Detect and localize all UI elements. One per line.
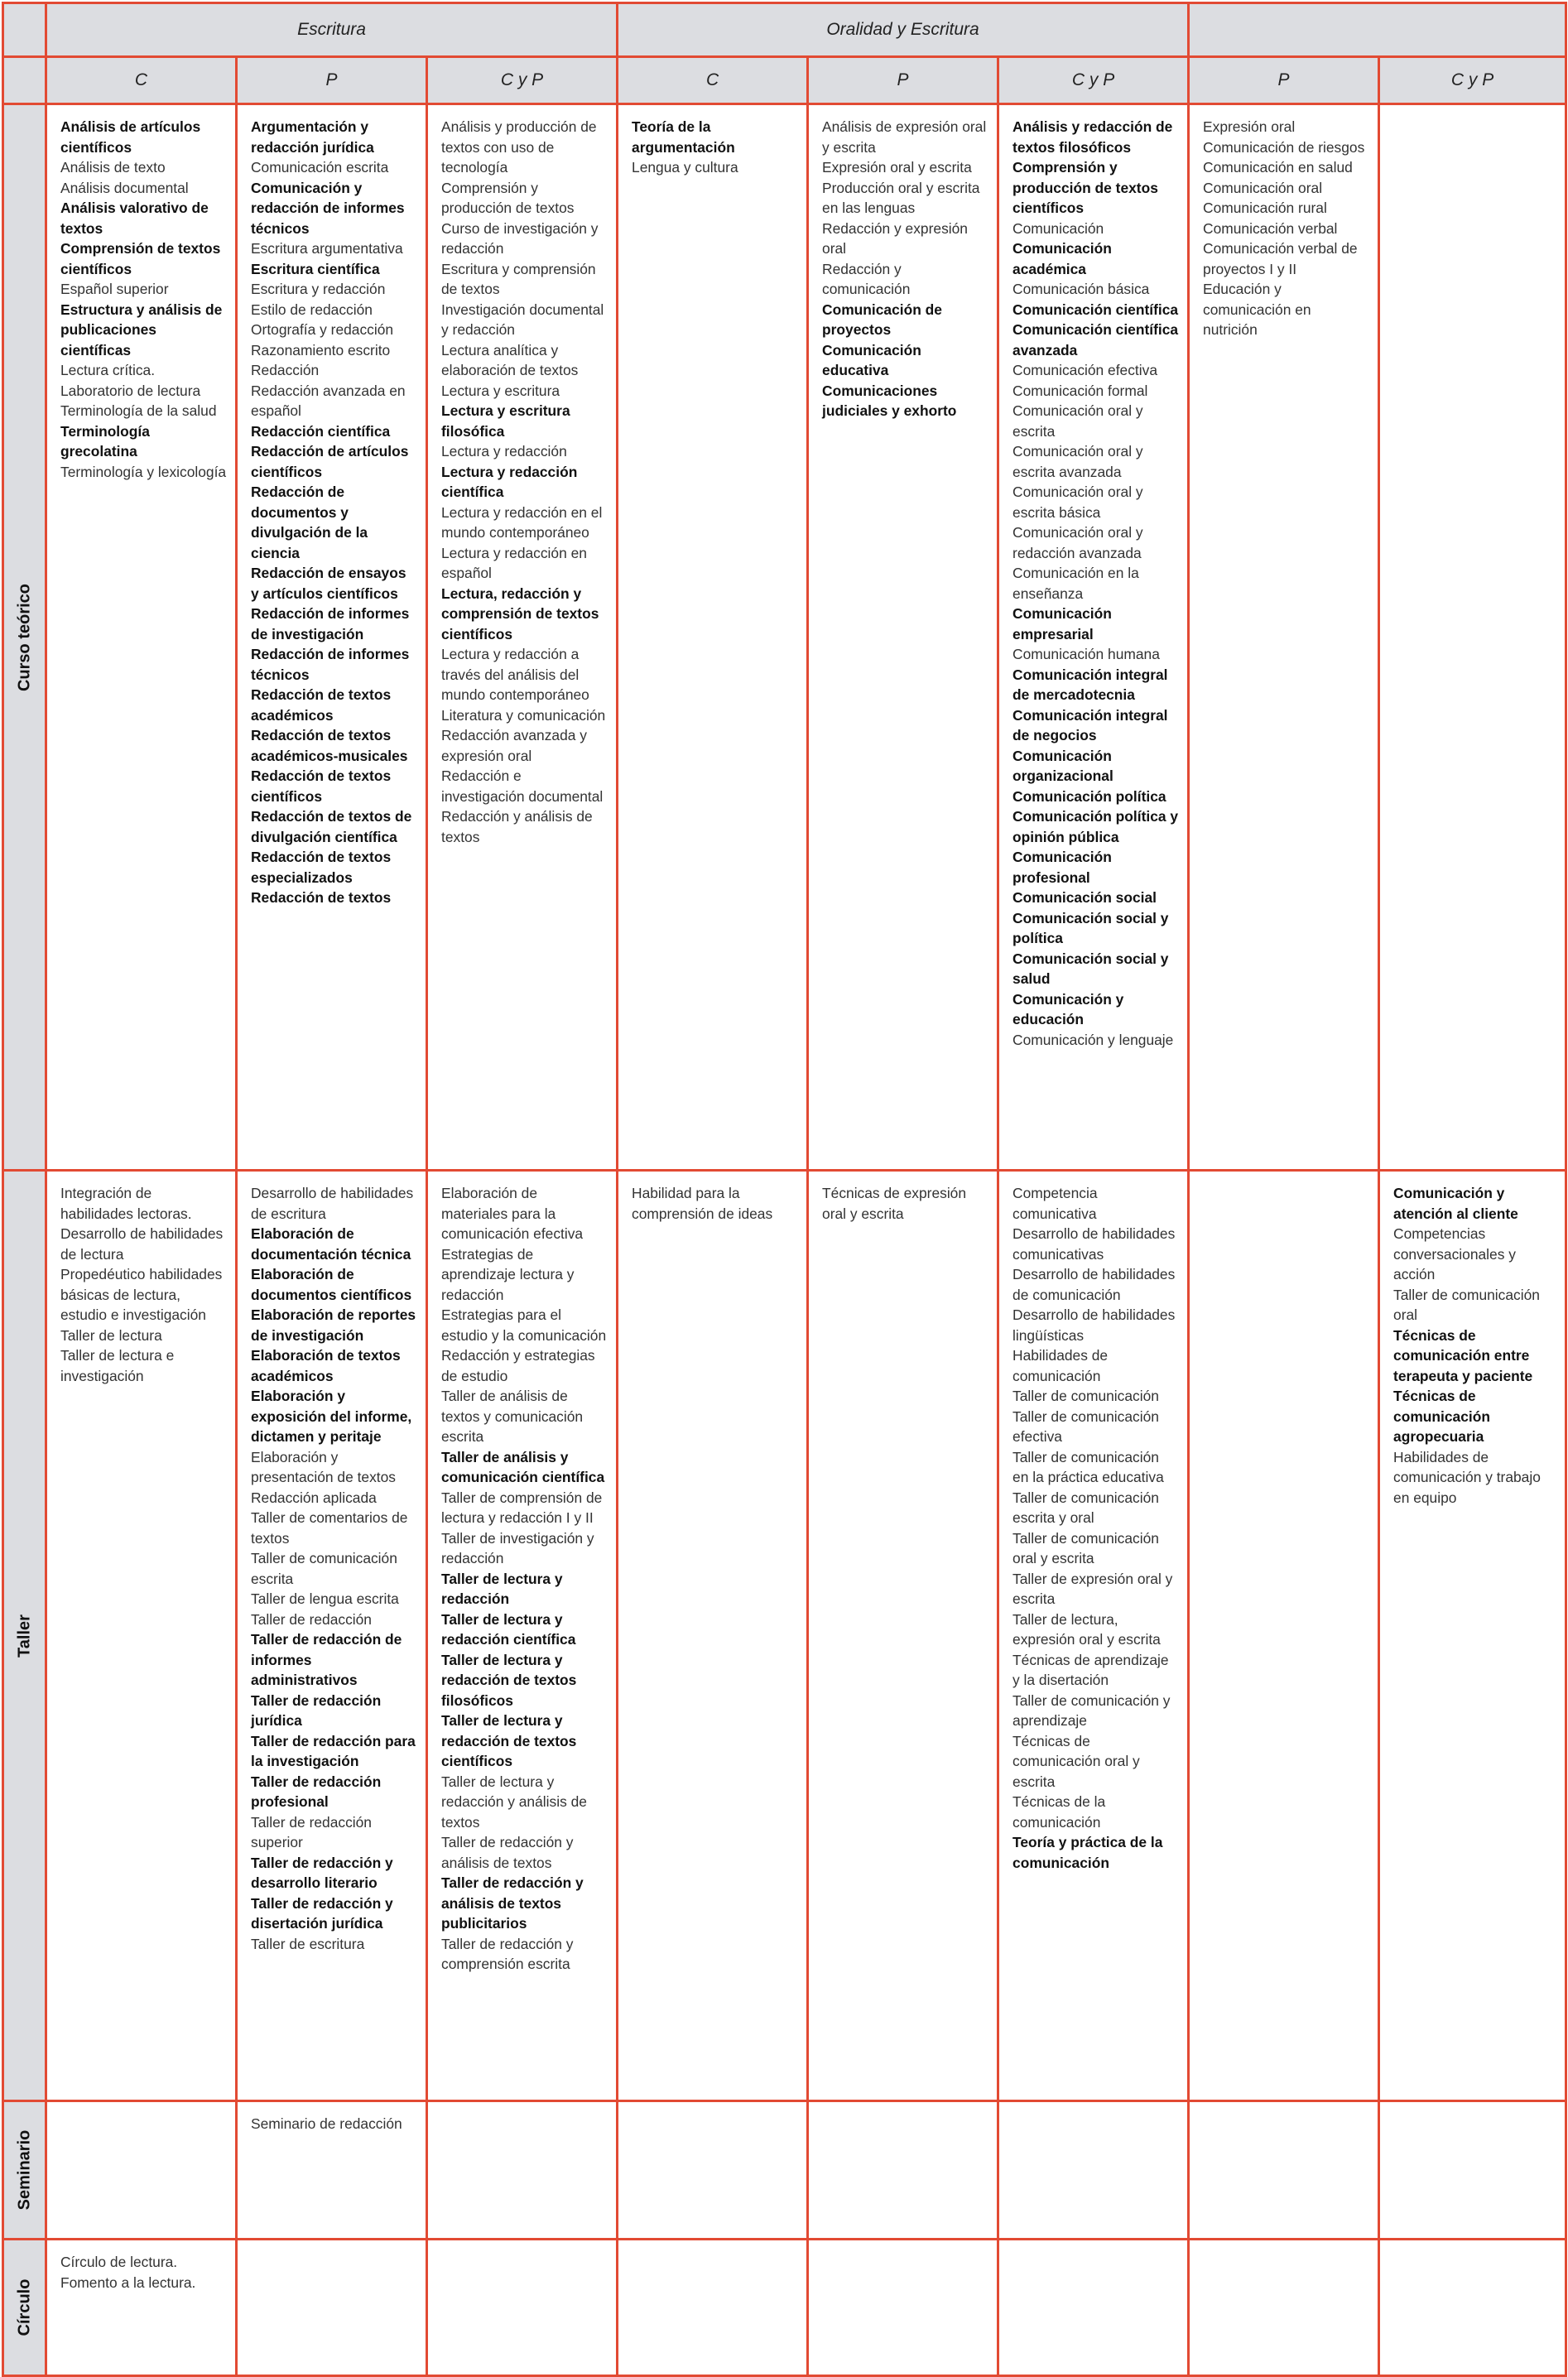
- course-name: Lectura y escritura: [441, 382, 560, 399]
- course-name: Competencias conversacionales y acción: [1393, 1225, 1516, 1282]
- table-cell: [808, 104, 998, 1171]
- course-name: Taller de redacción y disertación jurídica: [251, 1894, 393, 1932]
- course-name: Comunicación integral de mercadotecnia: [1012, 666, 1168, 703]
- course-name: Análisis de artículos científicos: [60, 118, 201, 156]
- course-name: Taller de investigación y redacción: [441, 1529, 594, 1566]
- course-name: Taller de redacción superior: [251, 1813, 372, 1850]
- course-name: Taller de lectura y redacción de textos científicos: [441, 1712, 577, 1769]
- course-name: Comunicación de proyectos: [822, 301, 942, 338]
- course-name: Análisis valorativo de textos: [60, 200, 209, 237]
- row-label: Taller: [15, 1614, 33, 1658]
- course-name: Producción oral y escrita en las lenguas: [822, 179, 980, 216]
- course-name: Taller de comunicación efectiva: [1012, 1407, 1159, 1445]
- course-name: Análisis y redacción de textos filosóficos: [1012, 118, 1173, 156]
- table-cell: [998, 104, 1189, 1171]
- course-name: Terminología de la salud: [60, 402, 217, 419]
- course-name: Redacción y estrategias de estudio: [441, 1347, 595, 1384]
- row-label-cell: [3, 104, 46, 1171]
- course-name: Redacción de textos: [251, 889, 392, 906]
- table-cell: [237, 1171, 427, 2101]
- course-name: Taller de comunicación en la práctica educativa: [1012, 1448, 1164, 1485]
- course-name: Laboratorio de lectura: [60, 382, 201, 399]
- row-label: Seminario: [15, 2129, 33, 2211]
- table-cell: [1189, 1171, 1379, 2101]
- course-name: Comunicación oral: [1203, 179, 1323, 196]
- course-name: Redacción avanzada en español: [251, 382, 406, 419]
- table-cell: [1189, 2101, 1379, 2240]
- course-name: Elaboración y presentación de textos: [251, 1448, 396, 1485]
- row-curso-teorico: [3, 104, 1566, 1171]
- table-cell: [998, 2101, 1189, 2240]
- row-label-cell: [3, 2240, 46, 2376]
- course-name: Taller de escritura: [251, 1935, 365, 1952]
- course-name: Taller de redacción y análisis de textos publicitarios: [441, 1874, 584, 1932]
- course-name: Español superior: [60, 281, 169, 297]
- course-name: Análisis de expresión oral y escrita: [822, 118, 987, 156]
- course-name: Comunicación básica: [1012, 281, 1150, 297]
- course-name: Lectura y escritura filosófica: [441, 402, 570, 440]
- course-name: Técnicas de comunicación entre terapeuta y paciente: [1393, 1326, 1533, 1384]
- course-name: Comunicación y atención al cliente: [1393, 1185, 1518, 1222]
- course-name: Taller de expresión oral y escrita: [1012, 1570, 1173, 1607]
- course-name: Elaboración de textos académicos: [251, 1347, 401, 1384]
- course-name: Comunicación oral y escrita avanzada: [1012, 443, 1143, 480]
- course-name: Taller de comunicación oral: [1393, 1286, 1540, 1323]
- course-name: Taller de comunicación escrita: [251, 1550, 397, 1587]
- column-header: P: [1189, 57, 1379, 104]
- row-label: Curso teórico: [15, 583, 33, 691]
- course-name: Taller de lectura y redacción y análisis de textos: [441, 1773, 587, 1831]
- course-name: Taller de comentarios de textos: [251, 1509, 408, 1547]
- course-name: Redacción de textos de divulgación científica: [251, 808, 412, 845]
- course-name: Técnicas de comunicación oral y escrita: [1012, 1732, 1140, 1790]
- course-name: Taller de redacción para la investigación: [251, 1732, 416, 1769]
- course-name: Comunicación oral y redacción avanzada: [1012, 524, 1143, 561]
- course-name: Redacción de documentos y divulgación de la ciencia: [251, 484, 368, 561]
- course-name: Taller de lectura y redacción de textos filosóficos: [441, 1651, 577, 1709]
- course-name: Taller de comunicación oral y escrita: [1012, 1529, 1159, 1566]
- table-cell: [618, 104, 808, 1171]
- course-name: Comunicación y lenguaje: [1012, 1031, 1174, 1048]
- table-cell: [237, 2101, 427, 2240]
- course-name: Argumentación y redacción jurídica: [251, 118, 374, 156]
- course-name: Redacción de informes de investigación: [251, 605, 410, 642]
- course-name: Comunicación política y opinión pública: [1012, 808, 1179, 845]
- course-name: Comunicación humana: [1012, 646, 1160, 662]
- course-name: Lectura y redacción: [441, 443, 567, 460]
- group-header-row: [3, 3, 1566, 57]
- table-cell: [427, 2240, 618, 2376]
- course-name: Técnicas de la comunicación: [1012, 1793, 1106, 1831]
- course-name: Comunicación y redacción de informes técnicos: [251, 179, 405, 237]
- course-name: Habilidades de comunicación y trabajo en equipo: [1393, 1448, 1541, 1506]
- table-cell: [237, 104, 427, 1171]
- table-cell: [808, 2240, 998, 2376]
- column-header: C: [46, 57, 237, 104]
- course-name: Curso de investigación y redacción: [441, 219, 599, 257]
- course-name: Redacción de ensayos y artículos científicos: [251, 565, 406, 602]
- column-header-row: [3, 57, 1566, 104]
- row-taller: [3, 1171, 1566, 2101]
- course-name: Terminología grecolatina: [60, 422, 150, 460]
- course-name: Desarrollo de habilidades comunicativas: [1012, 1225, 1176, 1263]
- course-name: Análisis de texto: [60, 159, 166, 176]
- course-name: Razonamiento escrito: [251, 341, 391, 358]
- course-name: Estructura y análisis de publicaciones científicas: [60, 301, 223, 358]
- course-name: Elaboración de materiales para la comunicación efectiva: [441, 1185, 584, 1242]
- course-name: Análisis documental: [60, 179, 189, 196]
- course-name: Investigación documental y redacción: [441, 301, 604, 338]
- course-name: Redacción de textos académicos-musicales: [251, 727, 408, 764]
- course-table: [2, 2, 1567, 2377]
- table-cell: [237, 2240, 427, 2376]
- course-name: Círculo de lectura.: [60, 2254, 178, 2270]
- course-name: Comunicación social y salud: [1012, 950, 1169, 987]
- table-cell: [46, 104, 237, 1171]
- course-name: Desarrollo de habilidades de lectura: [60, 1225, 224, 1263]
- course-name: Taller de redacción jurídica: [251, 1691, 382, 1729]
- course-name: Comunicación científica avanzada: [1012, 321, 1179, 358]
- course-name: Taller de comprensión de lectura y redacción I y II: [441, 1489, 603, 1526]
- table-cell: [1379, 2101, 1566, 2240]
- course-name: Teoría y práctica de la comunicación: [1012, 1834, 1163, 1871]
- course-name: Lectura y redacción en español: [441, 544, 587, 581]
- row-label-cell: [3, 1171, 46, 2101]
- course-name: Comunicación organizacional: [1012, 747, 1113, 784]
- table-cell: [998, 2240, 1189, 2376]
- course-name: Comprensión y producción de textos: [441, 179, 575, 216]
- course-name: Taller de análisis y comunicación científica: [441, 1448, 605, 1485]
- table-cell: [618, 1171, 808, 2101]
- course-name: Comunicaciones judiciales y exhorto: [822, 382, 957, 419]
- course-name: Lectura analítica y elaboración de textos: [441, 341, 579, 378]
- course-name: Lengua y cultura: [632, 159, 738, 176]
- course-name: Taller de lectura y redacción: [441, 1570, 563, 1607]
- course-name: Técnicas de expresión oral y escrita: [822, 1185, 967, 1222]
- column-header: C y P: [1379, 57, 1566, 104]
- course-name: Taller de lectura, expresión oral y escrita: [1012, 1610, 1161, 1648]
- course-name: Integración de habilidades lectoras.: [60, 1185, 192, 1222]
- table-cell: [808, 2101, 998, 2240]
- course-name: Escritura y redacción: [251, 281, 386, 297]
- course-name: Redacción de textos académicos: [251, 686, 392, 724]
- course-name: Terminología y lexicología: [60, 463, 227, 480]
- course-name: Comunicación formal: [1012, 382, 1148, 399]
- course-name: Comunicación educativa: [822, 341, 921, 378]
- course-name: Taller de lectura e investigación: [60, 1347, 175, 1384]
- course-name: Redacción y comunicación: [822, 260, 911, 297]
- course-name: Expresión oral: [1203, 118, 1296, 135]
- course-name: Taller de redacción y comprensión escrita: [441, 1935, 574, 1972]
- table-cell: [1189, 2240, 1379, 2376]
- course-name: Competencia comunicativa: [1012, 1185, 1098, 1222]
- course-name: Redacción de informes técnicos: [251, 646, 410, 683]
- course-name: Comunicación en la enseñanza: [1012, 565, 1139, 602]
- table-cell: [618, 2240, 808, 2376]
- table-cell: [1189, 104, 1379, 1171]
- course-name: Comunicación verbal: [1203, 219, 1338, 237]
- course-name: Comunicación empresarial: [1012, 605, 1112, 642]
- course-name: Taller de redacción y desarrollo literario: [251, 1854, 393, 1891]
- course-name: Taller de lengua escrita: [251, 1590, 399, 1607]
- table-cell: [46, 1171, 237, 2101]
- table-cell: [427, 2101, 618, 2240]
- course-name: Redacción de textos especializados: [251, 849, 392, 886]
- course-name: Escritura y comprensión de textos: [441, 260, 596, 297]
- course-name: Comunicación: [1012, 219, 1104, 237]
- table-cell: [1379, 104, 1566, 1171]
- course-name: Elaboración de reportes de investigación: [251, 1306, 416, 1344]
- course-name: Habilidades de comunicación: [1012, 1347, 1109, 1384]
- course-name: Taller de comunicación y aprendizaje: [1012, 1691, 1171, 1729]
- group-header-oralidad: [1189, 3, 1566, 57]
- course-name: Estrategias para el estudio y la comunicación: [441, 1306, 607, 1344]
- course-name: Elaboración y exposición del informe, dictamen y peritaje: [251, 1388, 412, 1445]
- course-name: Comunicación en salud: [1203, 159, 1353, 176]
- course-name: Taller de lectura y redacción científica: [441, 1610, 576, 1648]
- row-label: Círculo: [15, 2278, 33, 2336]
- course-name: Lectura y redacción en el mundo contemporáneo: [441, 503, 603, 541]
- course-name: Comprensión y producción de textos científicos: [1012, 159, 1158, 216]
- course-name: Taller de análisis de textos y comunicación escrita: [441, 1388, 584, 1445]
- course-name: Propedéutico habilidades básicas de lectura, estudio e investigación: [60, 1266, 223, 1323]
- row-seminario: [3, 2101, 1566, 2240]
- row-circulo: [3, 2240, 1566, 2376]
- course-name: Comunicación y educación: [1012, 990, 1124, 1027]
- course-name: Desarrollo de habilidades lingüísticas: [1012, 1306, 1176, 1344]
- course-name: Comunicación integral de negocios: [1012, 706, 1168, 743]
- course-name: Comunicación verbal de proyectos I y II: [1203, 240, 1358, 277]
- row-label-cell: [3, 2101, 46, 2240]
- course-name: Lectura y redacción científica: [441, 463, 578, 500]
- course-name: Literatura y comunicación: [441, 706, 606, 724]
- course-name: Redacción y análisis de textos: [441, 808, 593, 845]
- table-cell: [46, 2240, 237, 2376]
- course-name: Técnicas de aprendizaje y la disertación: [1012, 1651, 1169, 1688]
- table-cell: [46, 2101, 237, 2240]
- course-name: Comunicación social: [1012, 889, 1157, 906]
- column-header: C: [618, 57, 808, 104]
- header-corner: [3, 3, 46, 57]
- course-name: Ortografía y redacción: [251, 321, 394, 338]
- table-body: [3, 104, 1566, 2376]
- course-name: Expresión oral y escrita: [822, 159, 972, 176]
- course-name: Redacción y expresión oral: [822, 219, 968, 257]
- course-name: Redacción: [251, 362, 320, 378]
- course-name: Comunicación oral y escrita básica: [1012, 484, 1143, 521]
- table-cell: [1379, 1171, 1566, 2101]
- course-name: Comunicación política: [1012, 787, 1166, 805]
- course-name: Redacción de artículos científicos: [251, 443, 409, 480]
- group-header-oralidad-y-escritura: Oralidad y Escritura: [618, 3, 1189, 57]
- course-name: Elaboración de documentos científicos: [251, 1266, 412, 1303]
- course-name: Comunicación efectiva: [1012, 362, 1157, 378]
- course-name: Comprensión de textos científicos: [60, 240, 221, 277]
- table-cell: [808, 1171, 998, 2101]
- table-cell: [427, 104, 618, 1171]
- course-name: Habilidad para la comprensión de ideas: [632, 1185, 773, 1222]
- group-header-escritura: Escritura: [46, 3, 618, 57]
- course-name: Escritura científica: [251, 260, 380, 277]
- course-name: Lectura crítica.: [60, 362, 156, 378]
- course-name: Técnicas de comunicación agropecuaria: [1393, 1388, 1490, 1445]
- column-header: P: [237, 57, 427, 104]
- course-name: Seminario de redacción: [251, 2115, 402, 2132]
- column-header: C y P: [998, 57, 1189, 104]
- course-name: Estilo de redacción: [251, 301, 373, 318]
- course-name: Lectura y redacción a través del análisis del mundo contemporáneo: [441, 646, 589, 703]
- course-name: Desarrollo de habilidades de comunicación: [1012, 1266, 1176, 1303]
- course-name: Comunicación científica: [1012, 301, 1179, 318]
- course-name: Comunicación de riesgos: [1203, 138, 1365, 156]
- course-name: Comunicación social y política: [1012, 909, 1169, 946]
- course-name: Redacción científica: [251, 422, 391, 440]
- course-name: Taller de redacción de informes administrativos: [251, 1631, 402, 1688]
- course-name: Lectura, redacción y comprensión de textos científicos: [441, 585, 599, 642]
- course-name: Redacción avanzada y expresión oral: [441, 727, 587, 764]
- course-name: Taller de comunicación: [1012, 1388, 1159, 1404]
- course-name: Comunicación oral y escrita: [1012, 402, 1143, 440]
- course-name: Comunicación profesional: [1012, 849, 1112, 886]
- course-name: Estrategias de aprendizaje lectura y redacción: [441, 1245, 575, 1303]
- course-name: Elaboración de documentación técnica: [251, 1225, 411, 1263]
- course-name: Comunicación académica: [1012, 240, 1112, 277]
- course-name: Redacción de textos científicos: [251, 767, 392, 805]
- course-name: Taller de redacción y análisis de textos: [441, 1834, 574, 1871]
- table-cell: [998, 1171, 1189, 2101]
- header-corner-2: [3, 57, 46, 104]
- course-name: Redacción aplicada: [251, 1489, 377, 1506]
- course-name: Desarrollo de habilidades de escritura: [251, 1185, 414, 1222]
- course-name: Taller de redacción: [251, 1610, 372, 1628]
- table-cell: [1379, 2240, 1566, 2376]
- table-cell: [618, 2101, 808, 2240]
- course-name: Taller de comunicación escrita y oral: [1012, 1489, 1159, 1526]
- course-name: Redacción e investigación documental: [441, 767, 604, 805]
- course-name: Taller de redacción profesional: [251, 1773, 382, 1810]
- course-name: Fomento a la lectura.: [60, 2274, 196, 2291]
- course-name: Educación y comunicación en nutrición: [1203, 281, 1311, 338]
- column-header: P: [808, 57, 998, 104]
- table-cell: [427, 1171, 618, 2101]
- course-name: Análisis y producción de textos con uso de tecnología: [441, 118, 597, 176]
- course-name: Escritura argumentativa: [251, 240, 403, 257]
- course-name: Comunicación rural: [1203, 200, 1327, 216]
- course-name: Taller de lectura: [60, 1326, 162, 1344]
- course-name: Teoría de la argumentación: [632, 118, 735, 156]
- course-name: Comunicación escrita: [251, 159, 389, 176]
- column-header: C y P: [427, 57, 618, 104]
